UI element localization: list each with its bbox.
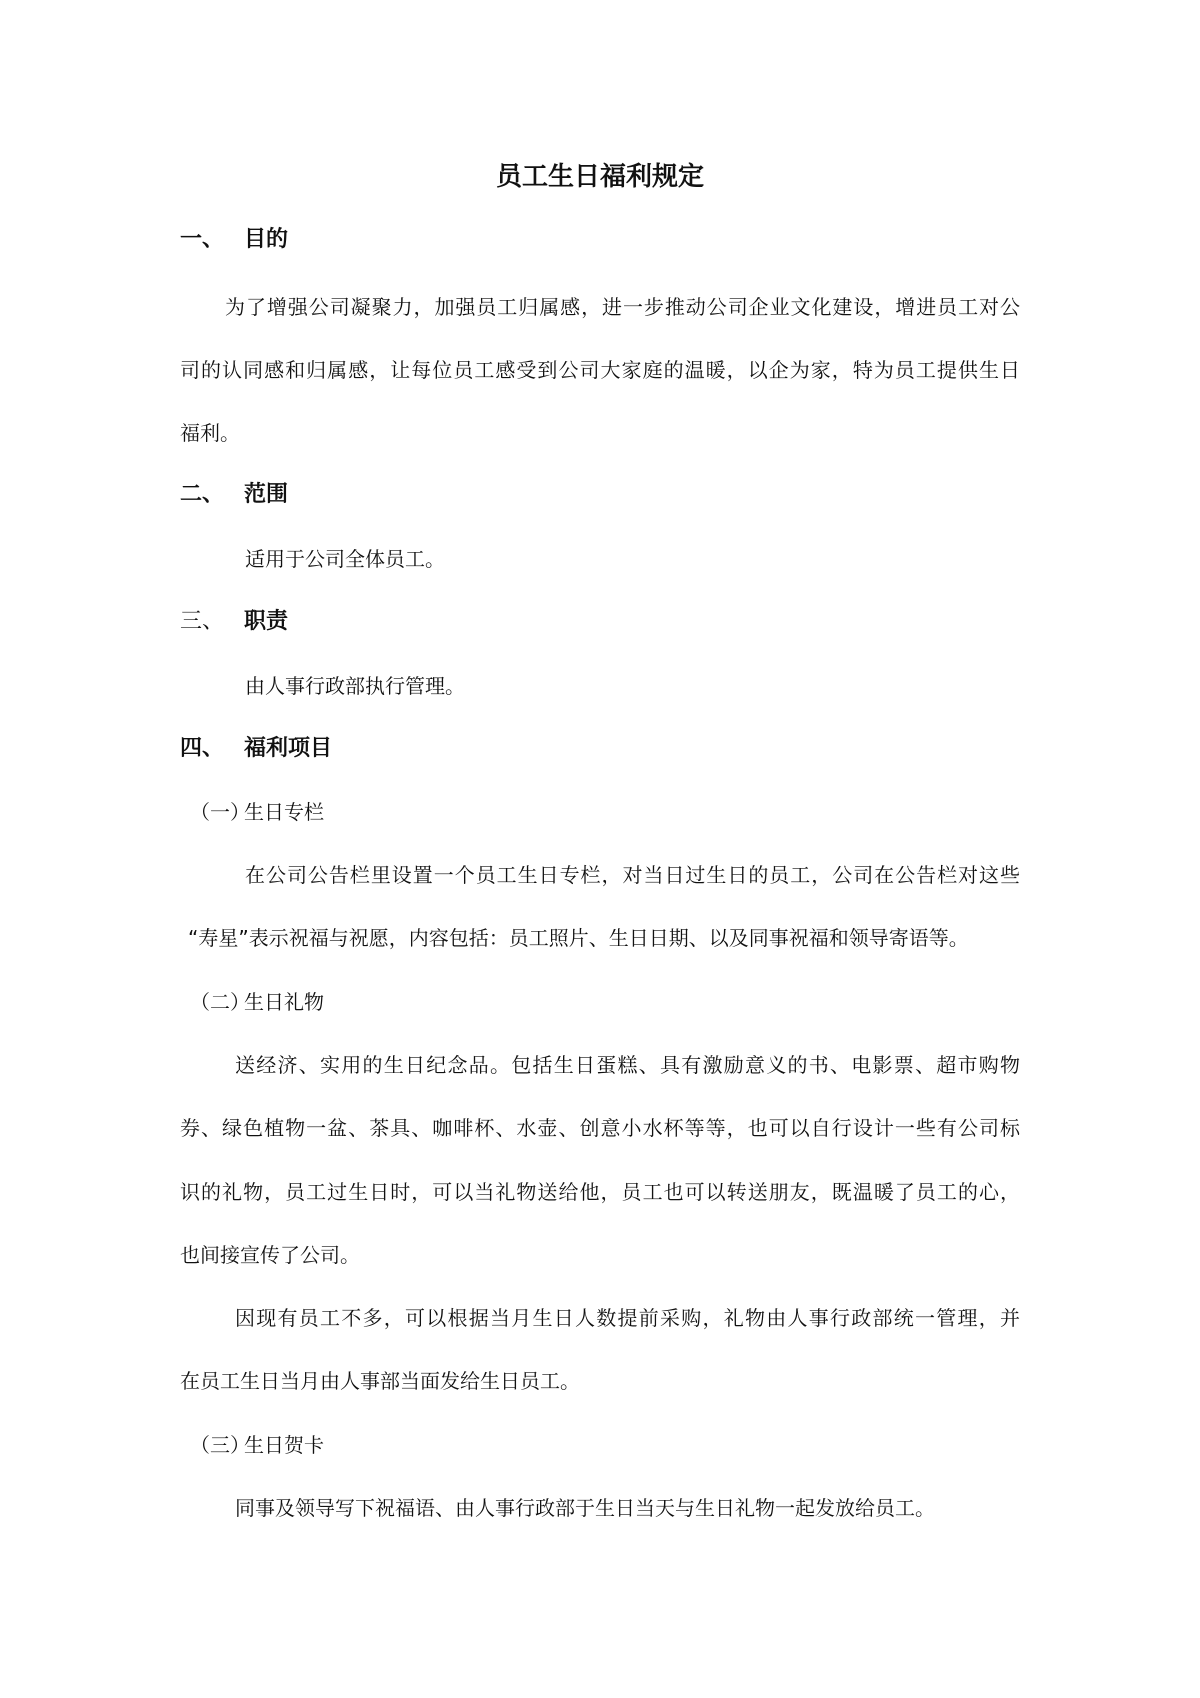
paragraph-line: 券、绿色植物一盆、茶具、咖啡杯、水壶、创意小水杯等等，也可以自行设计一些有公司标 — [180, 1116, 1020, 1140]
section-number: 四、 — [180, 736, 225, 761]
paragraph-line: 在员工生日当月由人事部当面发给生日员工。 — [180, 1369, 580, 1393]
section-number: 二、 — [180, 482, 225, 507]
section-title: 目的 — [244, 227, 289, 252]
paragraph-line: 福利。 — [180, 421, 240, 445]
subsection-number: （二） — [190, 990, 250, 1014]
section-number: 一、 — [180, 227, 225, 252]
section-heading-duty — [180, 607, 288, 637]
section-title: 职责 — [244, 609, 289, 634]
subsection-heading-column — [190, 798, 324, 826]
paragraph-line: 同事及领导写下祝福语、由人事行政部于生日当天与生日礼物一起发放给员工。 — [235, 1496, 935, 1520]
section-heading-purpose — [180, 225, 288, 255]
subsection-title: 生日专栏 — [244, 800, 324, 824]
paragraph-line: 适用于公司全体员工。 — [245, 547, 445, 571]
paragraph-line: “寿星”表示祝福与祝愿，内容包括：员工照片、生日日期、以及同事祝福和领导寄语等。 — [188, 926, 969, 950]
paragraph-line: 由人事行政部执行管理。 — [245, 674, 465, 698]
section-number: 三、 — [180, 609, 225, 634]
section-heading-scope — [180, 480, 288, 510]
paragraph-line: 识的礼物，员工过生日时，可以当礼物送给他，员工也可以转送朋友，既温暖了员工的心， — [180, 1180, 1020, 1204]
subsection-heading-card — [190, 1431, 324, 1459]
subsection-title: 生日礼物 — [244, 990, 324, 1014]
section-heading-items — [180, 734, 332, 764]
paragraph-line: 在公司公告栏里设置一个员工生日专栏，对当日过生日的员工，公司在公告栏对这些 — [245, 863, 1020, 887]
subsection-number: （一） — [190, 800, 250, 824]
paragraph-line: 送经济、实用的生日纪念品。包括生日蛋糕、具有激励意义的书、电影票、超市购物 — [235, 1053, 1020, 1077]
paragraph-line: 司的认同感和归属感，让每位员工感受到公司大家庭的温暖，以企为家，特为员工提供生日 — [180, 358, 1020, 382]
document-title: 员工生日福利规定 — [495, 162, 704, 192]
section-title: 福利项目 — [244, 736, 333, 761]
paragraph-line: 为了增强公司凝聚力，加强员工归属感，进一步推动公司企业文化建设，增进员工对公 — [225, 295, 1020, 319]
section-title: 范围 — [244, 482, 289, 507]
subsection-number: （三） — [190, 1433, 250, 1457]
subsection-heading-gift — [190, 988, 324, 1016]
paragraph-line: 也间接宣传了公司。 — [180, 1243, 360, 1267]
subsection-title: 生日贺卡 — [244, 1433, 324, 1457]
paragraph-line: 因现有员工不多，可以根据当月生日人数提前采购，礼物由人事行政部统一管理，并 — [235, 1306, 1020, 1330]
